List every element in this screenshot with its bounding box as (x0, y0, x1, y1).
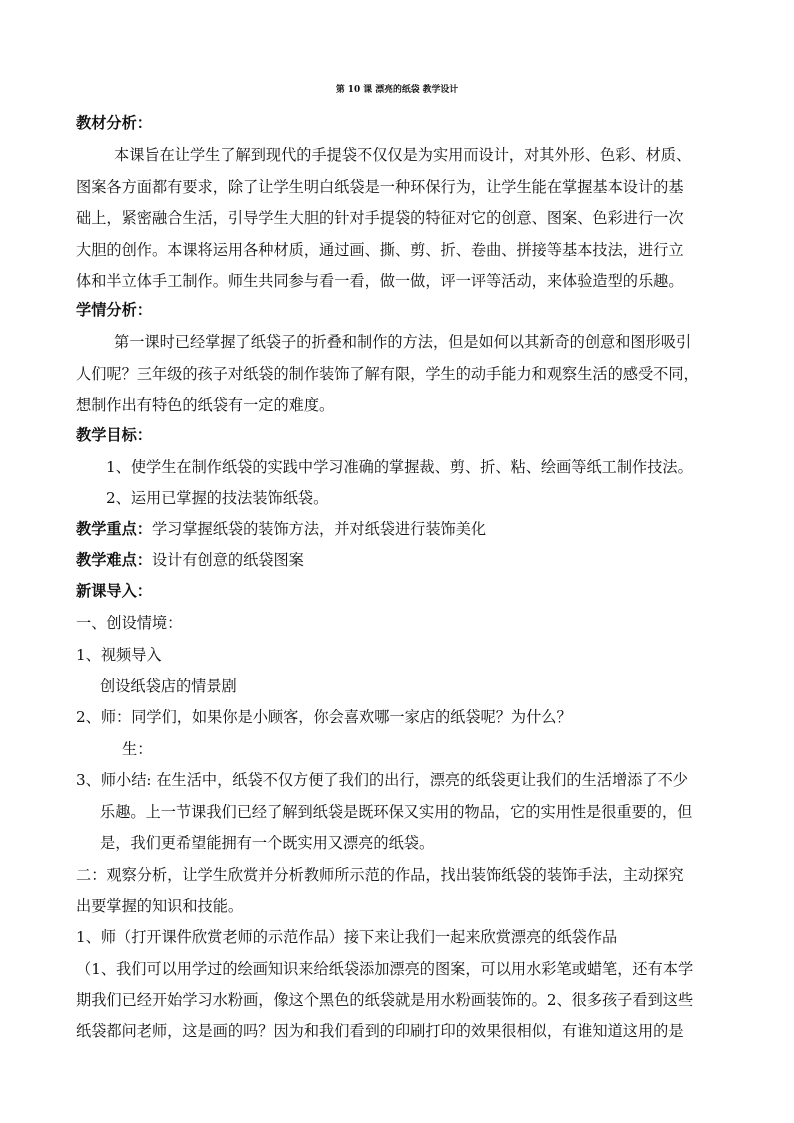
paragraph-line: 图案各方面都有要求，除了让学生明白纸袋是一种环保行为，让学生能在掌握基本设计的基 (76, 178, 684, 196)
paragraph-line: 想制作出有特色的纸袋有一定的难度。 (76, 396, 335, 414)
paragraph-line: 第一课时已经掌握了纸袋子的折叠和制作的方法，但是如何以其新奇的创意和图形吸引 (114, 333, 692, 351)
paragraph-line: 础上，紧密融合生活，引导学生大胆的针对手提袋的特征对它的创意、图案、色彩进行一次 (76, 209, 684, 227)
section-heading-new-lesson: 新课导入： (76, 582, 152, 600)
paragraph-line: 本课旨在让学生了解到现代的手提袋不仅仅是为实用而设计，对其外形、色彩、材质、 (114, 146, 692, 164)
intro-step-4-line: （1、我们可以用学过的绘画知识来给纸袋添加漂亮的图案，可以用水彩笔或蜡笔，还有本学 (76, 960, 694, 978)
section-heading-material-analysis: 教材分析： (76, 114, 152, 132)
goal-item: 2、运用已掌握的技法装饰纸袋。 (106, 489, 329, 507)
intro-step-3-line: 是，我们更希望能拥有一个既实用又漂亮的纸袋。 (100, 834, 435, 852)
paragraph-line: 体和半立体手工制作。师生共同参与看一看，做一做，评一评等活动，来体验造型的乐趣。 (76, 272, 684, 290)
goal-item: 1、使学生在制作纸袋的实践中学习准确的掌握裁、剪、折、粘、绘画等纸工制作技法。 (106, 458, 693, 476)
intro-step-2-sub: 生： (122, 740, 153, 758)
teaching-focus-label: 教学重点： (76, 520, 152, 538)
teaching-difficulty-label: 教学难点： (76, 551, 152, 569)
intro-step-4: 1、师（打开课件欣赏老师的示范作品）接下来让我们一起来欣赏漂亮的纸袋作品 (76, 928, 618, 946)
intro-part-2-line: 出要掌握的知识和技能。 (76, 897, 244, 915)
paragraph-line: 大胆的创作。本课将运用各种材质，通过画、撕、剪、折、卷曲、拼接等基本技法，进行立 (76, 241, 684, 259)
intro-step-1-sub: 创设纸袋店的情景剧 (100, 677, 237, 695)
intro-step-3-line: 乐趣。上一节课我们已经了解到纸袋是既环保又实用的物品，它的实用性是很重要的，但 (100, 803, 693, 821)
teaching-focus-text: 学习掌握纸袋的装饰方法，并对纸袋进行装饰美化 (151, 520, 487, 538)
teaching-focus (76, 519, 486, 539)
intro-step-2: 2、师：同学们，如果你是小顾客，你会喜欢哪一家店的纸袋呢？为什么？ (76, 708, 572, 726)
paragraph-line: 人们呢？三年级的孩子对纸袋的制作装饰了解有限，学生的动手能力和观察生活的感受不同， (76, 365, 699, 383)
section-heading-teaching-goals: 教学目标： (76, 426, 152, 444)
section-heading-student-analysis: 学情分析： (76, 301, 152, 319)
teaching-difficulty-text: 设计有创意的纸袋图案 (151, 551, 304, 569)
teaching-difficulty (76, 550, 304, 570)
intro-step-4-line: 纸袋都问老师，这是画的吗？因为和我们看到的印刷打印的效果很相似，有谁知道这用的是 (76, 1022, 684, 1040)
intro-part-1: 一、创设情境： (76, 614, 183, 632)
document-title: 第 10 课 漂亮的纸袋 教学设计 (335, 85, 459, 95)
intro-part-2-line: 二：观察分析，让学生欣赏并分析教师所示范的作品，找出装饰纸袋的装饰手法，主动探究 (76, 866, 684, 884)
intro-step-3-line: 3、师小结: 在生活中，纸袋不仅方便了我们的出行，漂亮的纸袋更让我们的生活增添了不少 (76, 771, 688, 789)
intro-step-4-line: 期我们已经开始学习水粉画，像这个黑色的纸袋就是用水粉画装饰的。2、很多孩子看到这些 (76, 991, 694, 1009)
intro-step-1: 1、视频导入 (76, 646, 162, 664)
